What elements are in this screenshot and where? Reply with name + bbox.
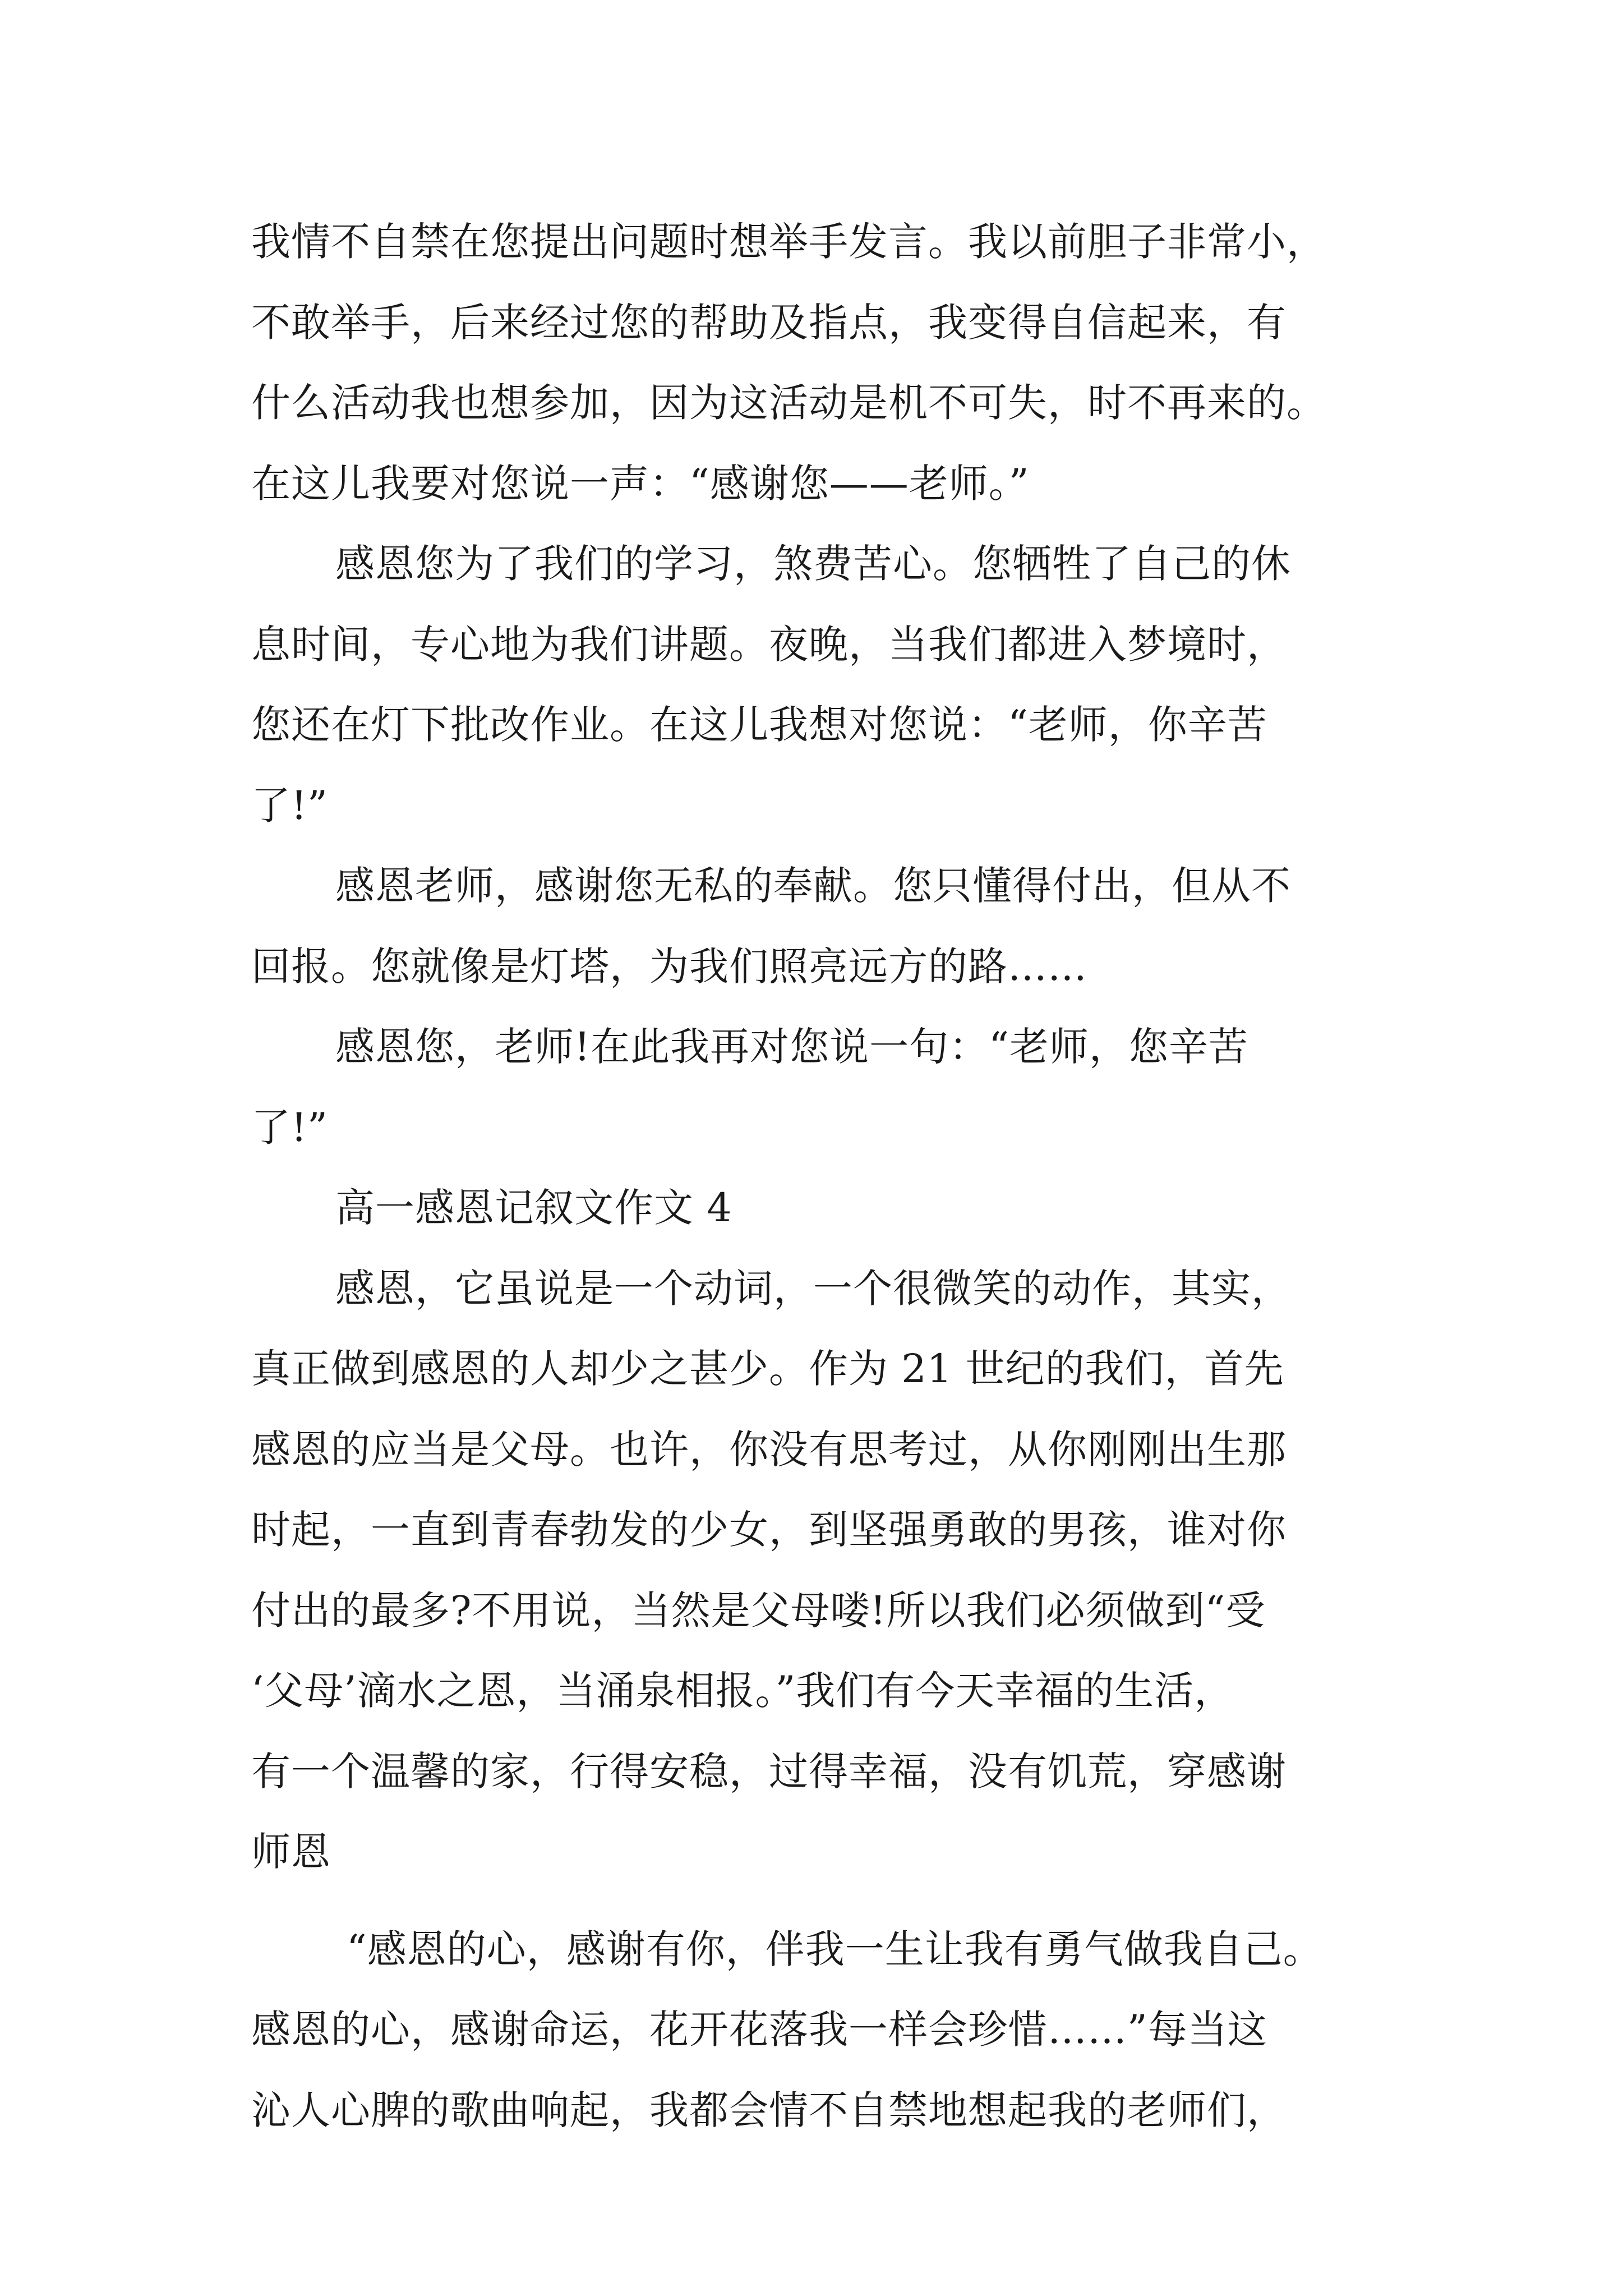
text-line: 了!” xyxy=(251,1104,328,1151)
text-line: 沁人心脾的歌曲响起，我都会情不自禁地想起我的老师们， xyxy=(251,2087,1287,2133)
text-line: 息时间，专心地为我们讲题。夜晚，当我们都进入梦境时， xyxy=(251,621,1287,668)
paragraph-start-line: 感恩老师，感谢您无私的奉献。您只懂得付出，但从不 xyxy=(335,863,1291,909)
section-heading: 高一感恩记叙文作文 4 xyxy=(335,1185,732,1231)
paragraph-start-line: “感恩的心，感谢有你，伴我一生让我有勇气做我自己。 xyxy=(347,1926,1323,1972)
paragraph-start-line: 感恩，它虽说是一个动词，一个很微笑的动作，其实， xyxy=(335,1265,1291,1312)
text-line: 感恩的应当是父母。也许，你没有思考过，从你刚刚出生那 xyxy=(251,1426,1287,1473)
document-page xyxy=(251,202,1435,2151)
text-line: 有一个温馨的家，行得安稳，过得幸福，没有饥荒，穿感谢 xyxy=(251,1748,1287,1795)
text-line: 感恩的心，感谢命运，花开花落我一样会珍惜……”每当这 xyxy=(251,2007,1267,2053)
text-line: ‘父母’滴水之恩，当涌泉相报。”我们有今天幸福的生活， xyxy=(251,1668,1234,1714)
text-line: 您还在灯下批改作业。在这儿我想对您说：“老师，你辛苦 xyxy=(251,702,1267,748)
text-line: 时起，一直到青春勃发的少女，到坚强勇敢的男孩，谁对你 xyxy=(251,1507,1287,1553)
text-line: 在这儿我要对您说一声：“感谢您——老师。” xyxy=(251,460,1030,507)
text-line: 什么活动我也想参加，因为这活动是机不可失，时不再来的。 xyxy=(251,380,1326,426)
paragraph-gap xyxy=(251,1893,1435,1910)
text-line: 付出的最多?不用说，当然是父母喽!所以我们必须做到“受 xyxy=(251,1587,1266,1634)
text-line: 不敢举手，后来经过您的帮助及指点，我变得自信起来，有 xyxy=(251,299,1287,346)
paragraph-start-line: 感恩您，老师!在此我再对您说一句：“老师，您辛苦 xyxy=(335,1024,1248,1070)
text-line: 了!” xyxy=(251,782,328,829)
text-line: 师恩 xyxy=(251,1829,331,1875)
text-line: 真正做到感恩的人却少之甚少。作为 21 世纪的我们，首先 xyxy=(251,1346,1284,1392)
text-line: 回报。您就像是灯塔，为我们照亮远方的路…… xyxy=(251,943,1087,990)
paragraph-start-line: 感恩您为了我们的学习，煞费苦心。您牺牲了自己的休 xyxy=(335,541,1291,587)
text-line: 我情不自禁在您提出问题时想举手发言。我以前胆子非常小， xyxy=(251,219,1326,265)
